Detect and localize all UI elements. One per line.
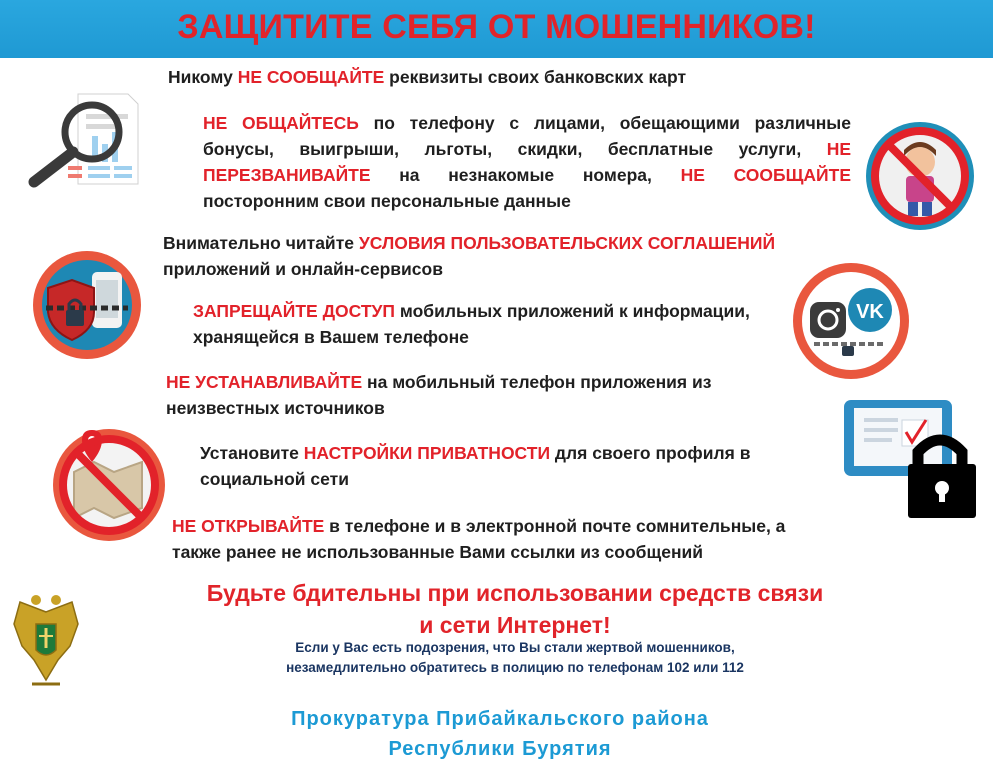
no-call-child-icon — [864, 120, 976, 232]
tip-app-access: ЗАПРЕЩАЙТЕ ДОСТУП мобильных приложений к информации, хранящейся в Вашем телефоне — [193, 301, 750, 347]
locked-phone-icon — [32, 250, 142, 360]
checklist-lock-icon — [840, 398, 980, 522]
footer-line-2: Республики Бурятия — [388, 738, 612, 760]
police-contact-line-2: незамедлительно обратитесь в полицию по телефонам 102 или 112 — [286, 660, 744, 675]
police-contact — [180, 638, 850, 678]
police-contact-line-1: Если у Вас есть подозрения, что Вы стали жертвой мошенников, — [295, 640, 735, 655]
tip-privacy-settings: Установите НАСТРОЙКИ ПРИВАТНОСТИ для своего профиля в социальной сети — [200, 443, 751, 489]
magnifier-icon — [28, 88, 140, 190]
emblem-icon — [12, 594, 80, 690]
warning-line-1: Будьте бдительны при использовании средств связи — [206, 580, 824, 606]
tip-phone-calls: НЕ ОБЩАЙТЕСЬ по телефону с лицами, обещающими различные бонусы, выигрыши, льготы, скидки, бесплатные услуги, НЕ ПЕРЕЗВАНИВАЙТЕ на незнакомые номера, НЕ СООБЩАЙТЕ посторонним свои персональные данные — [203, 113, 851, 211]
warning-line-2: и сети Интернет! — [419, 612, 611, 638]
page-title: ЗАЩИТИТЕ СЕБЯ ОТ МОШЕННИКОВ! — [177, 8, 816, 46]
svg-text:VK: VK — [856, 301, 884, 323]
tip-user-agreements: Внимательно читайте УСЛОВИЯ ПОЛЬЗОВАТЕЛЬСКИХ СОГЛАШЕНИЙ приложений и онлайн-сервисов — [163, 233, 776, 279]
footer-line-1: Прокуратура Прибайкальского района — [291, 708, 709, 730]
tip-suspicious-links: НЕ ОТКРЫВАЙТЕ в телефоне и в электронной почте сомнительные, а также ранее не использованные Вами ссылки из сообщений — [172, 516, 786, 562]
tip-bank-cards: Никому НЕ СООБЩАЙТЕ реквизиты своих банковских карт — [168, 67, 687, 87]
footer-signature — [180, 704, 820, 764]
blocked-map-icon — [52, 428, 166, 542]
tip-unknown-sources: НЕ УСТАНАВЛИВАЙТЕ на мобильный телефон приложения из неизвестных источников — [166, 372, 712, 418]
